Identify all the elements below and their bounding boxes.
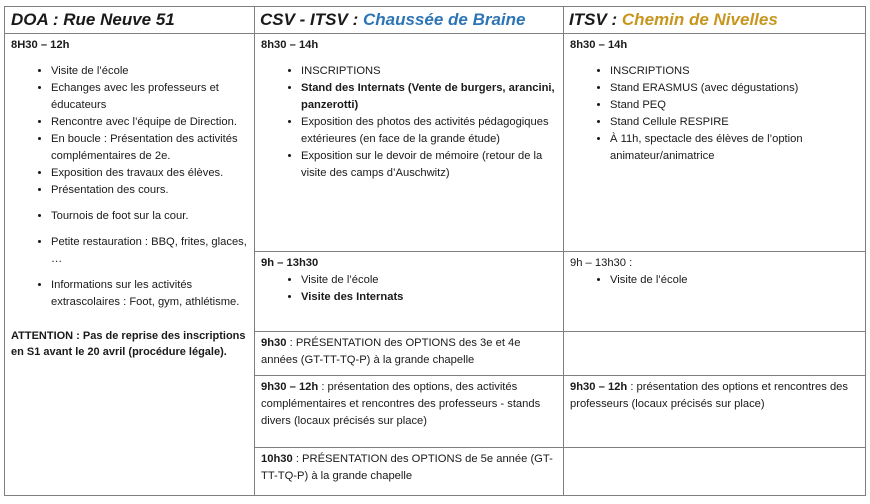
list-item: • Exposition sur le devoir de mémoire (retour de la visite des camps d’Auschwitz) <box>301 148 557 182</box>
list-item: • Tournois de foot sur la cour. <box>51 208 248 225</box>
column-header-itsv <box>563 7 865 33</box>
time-slot: 8H30 – 12h <box>11 39 70 51</box>
list-item: • Stand PEQ <box>610 97 859 114</box>
list-item: • INSCRIPTIONS <box>301 63 557 80</box>
activity-list <box>570 272 859 289</box>
list-item: • Visite de l’école <box>51 63 248 80</box>
column-header-doa <box>5 7 254 33</box>
list-item: • Stand des Internats (Vente de burgers, arancini, panzerotti) <box>301 80 557 114</box>
list-item: • Stand ERASMUS (avec dégustations) <box>610 80 859 97</box>
list-item: • Petite restauration : BBQ, frites, glaces, … <box>51 234 248 268</box>
time-slot: 9h30 – 12h <box>261 381 319 393</box>
itsv-cell-options <box>564 376 865 447</box>
slot-text: : PRÉSENTATION des OPTIONS de 5e année (GT-TT-TQ-P) à la grande chapelle <box>261 453 553 482</box>
activity-list <box>11 63 248 199</box>
slot-text: : présentation des options, des activités complémentaires et rencontres des professeurs - stands divers (locaux précisés sur place) <box>261 381 541 427</box>
itsv-cell-morning <box>564 34 865 251</box>
header-place: Chaussée de Braine <box>362 10 526 29</box>
time-slot: 9h – 13h30 <box>261 257 319 269</box>
doa-cell <box>5 34 254 496</box>
header-place: Chemin de Nivelles <box>621 10 778 29</box>
list-item: • Présentation des cours. <box>51 182 248 199</box>
list-item: • Visite de l’école <box>301 272 557 289</box>
list-item: • Visite de l’école <box>610 272 859 289</box>
csv-cell-options <box>255 376 563 447</box>
time-slot: 8h30 – 14h <box>261 39 319 51</box>
list-item: • Informations sur les activités extrascolaires : Foot, gym, athlétisme. <box>51 277 248 311</box>
activity-list <box>570 63 859 165</box>
time-slot: 10h30 <box>261 453 293 465</box>
time-slot: 9h – 13h30 : <box>570 257 633 269</box>
activity-list <box>261 63 557 182</box>
time-slot: 8h30 – 14h <box>570 39 628 51</box>
list-item: • En boucle : Présentation des activités complémentaires de 2e. <box>51 131 248 165</box>
list-item: • Echanges avec les professeurs et éducateurs <box>51 80 248 114</box>
slot-text: : PRÉSENTATION des OPTIONS des 3e et 4e années (GT-TT-TQ-P) à la grande chapelle <box>261 337 521 366</box>
list-item: • Stand Cellule RESPIRE <box>610 114 859 131</box>
attention-note: ATTENTION : Pas de reprise des inscriptions en S1 avant le 20 avril (procédure légale). <box>11 330 246 358</box>
list-item: • INSCRIPTIONS <box>610 63 859 80</box>
csv-cell-options-5 <box>255 448 563 496</box>
activity-list <box>261 272 557 306</box>
list-item: • Exposition des photos des activités pédagogiques extérieures (en face de la grande étude) <box>301 114 557 148</box>
header-title: ITSV : <box>569 10 622 29</box>
list-item: • À 11h, spectacle des élèves de l’option animateur/animatrice <box>610 131 859 165</box>
itsv-cell-visits <box>564 252 865 331</box>
itsv-cell-empty <box>564 332 865 375</box>
csv-cell-options-3-4 <box>255 332 563 375</box>
schedule-table <box>4 6 866 496</box>
header-title: DOA : Rue Neuve 51 <box>11 10 175 29</box>
list-item: • Rencontre avec l’équipe de Direction. <box>51 114 248 131</box>
csv-cell-morning <box>255 34 563 251</box>
csv-cell-visits <box>255 252 563 331</box>
time-slot: 9h30 <box>261 337 287 349</box>
slot-text: : présentation des options et rencontres des professeurs (locaux précisés sur place) <box>570 381 848 410</box>
itsv-cell-empty <box>564 448 865 496</box>
column-header-csv <box>254 7 563 33</box>
time-slot: 9h30 – 12h <box>570 381 628 393</box>
list-item: • Visite des Internats <box>301 289 557 306</box>
header-title: CSV - ITSV : <box>260 10 363 29</box>
list-item: • Exposition des travaux des élèves. <box>51 165 248 182</box>
